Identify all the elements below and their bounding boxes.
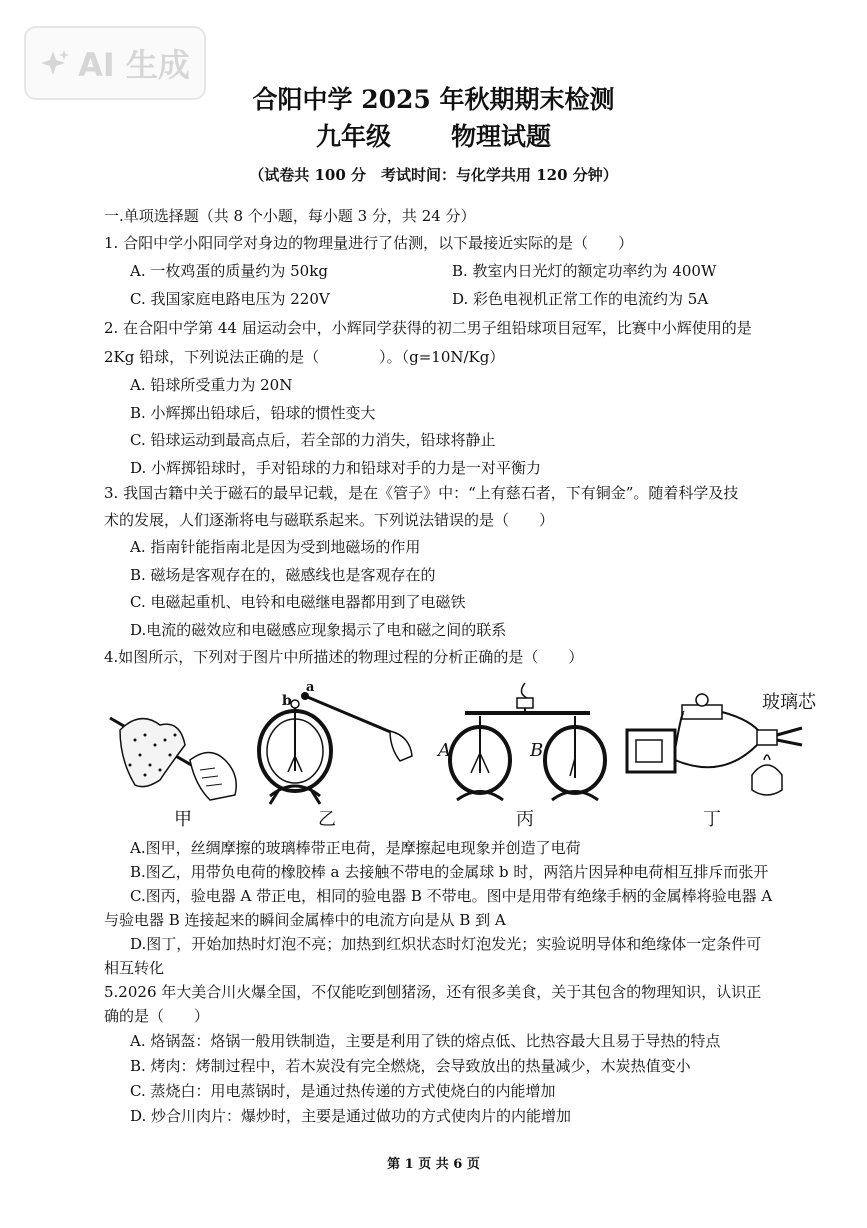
label-A: A <box>438 740 451 761</box>
q3-option-b: B. 磁场是客观存在的，磁感线也是客观存在的 <box>130 566 436 584</box>
figure-jia-label: 甲 <box>174 809 192 830</box>
q1-option-c: C. 我国家庭电路电压为 220V <box>130 290 330 308</box>
badge-text: AI 生成 <box>78 46 190 84</box>
q3-option-d: D.电流的磁效应和电磁感应现象揭示了电和磁之间的联系 <box>130 621 507 639</box>
page-footer: 第 1 页 共 6 页 <box>387 1157 480 1172</box>
subject-label: 物理试题 <box>451 122 552 151</box>
q5-stem-line1: 5.2026 年大美合川火爆全国，不仅能吃到刨猪汤，还有很多美食，关于其包含的物理知识，认识正 <box>104 983 762 1001</box>
q5-stem-line2: 确的是（ ） <box>104 1007 210 1025</box>
label-b: b <box>282 693 292 709</box>
q3-option-a: A. 指南针能指南北是因为受到地磁场的作用 <box>130 538 421 556</box>
q1-stem: 1. 合阳中学小阳同学对身边的物理量进行了估测，以下最接近实际的是（ ） <box>104 234 634 252</box>
q4-option-b: B.图乙，用带负电荷的橡胶棒 a 去接触不带电的金属球 b 时，两箔片因异种电荷相互排斥而张开 <box>130 863 769 881</box>
q5-option-d: D. 炒合川肉片：爆炒时，主要是通过做功的方式使肉片的内能增加 <box>130 1107 572 1125</box>
figure-bing-label: 丙 <box>516 809 534 830</box>
q5-option-a: A. 烙锅盔：烙锅一般用铁制造，主要是利用了铁的熔点低、比热容最大且易于导热的特点 <box>130 1032 721 1050</box>
q4-option-a: A.图甲，丝绸摩擦的玻璃棒带正电荷，是摩擦起电现象并创造了电荷 <box>130 839 581 857</box>
q1-option-b: B. 教室内日光灯的额定功率约为 400W <box>452 262 717 280</box>
q2-option-c: C. 铅球运动到最高点后，若全部的力消失，铅球将静止 <box>130 431 496 449</box>
figure-yi-label: 乙 <box>318 809 336 830</box>
glass-core-label: 玻璃芯 <box>762 692 816 713</box>
label-a: a <box>306 680 315 695</box>
label-B: B <box>530 740 544 761</box>
figure-bing <box>435 678 615 813</box>
q5-option-c: C. 蒸烧白：用电蒸锅时，是通过热传递的方式使烧白的内能增加 <box>130 1082 556 1100</box>
q4-option-c-line1: C.图丙，验电器 A 带正电，相同的验电器 B 不带电。图中是用带有绝缘手柄的金属棒将验电器 A <box>130 887 773 905</box>
q1-option-a: A. 一枚鸡蛋的质量约为 50kg <box>130 262 328 280</box>
q2-stem-line2: 2Kg 铅球，下列说法正确的是（ ）。（g=10N/Kg） <box>104 348 505 366</box>
figure-jia <box>100 690 250 810</box>
q3-option-c: C. 电磁起重机、电铃和电磁继电器都用到了电磁铁 <box>130 593 466 611</box>
figure-ding-label: 丁 <box>703 809 721 830</box>
exam-subtitle <box>0 117 867 153</box>
exam-title: 合阳中学 2025 年秋期期末检测 <box>252 85 615 114</box>
q4-option-d-line1: D.图丁，开始加热时灯泡不亮；加热到红炽状态时灯泡发光；实验说明导体和绝缘体一定条件可 <box>130 935 762 953</box>
exam-note: （试卷共 100 分 考试时间：与化学共用 120 分钟） <box>249 166 618 184</box>
q3-stem-line1: 3. 我国古籍中关于磁石的最早记载，是在《管子》中：“上有慈石者，下有铜金”。随着科学及技 <box>104 484 739 502</box>
q4-option-d-line2: 相互转化 <box>104 959 165 977</box>
q2-option-a: A. 铅球所受重力为 20N <box>130 376 293 394</box>
grade-label: 九年级 <box>315 122 391 151</box>
q3-stem-line2: 术的发展，人们逐渐将电与磁联系起来。下列说法错误的是（ ） <box>104 511 555 529</box>
q2-option-b: B. 小辉掷出铅球后，铅球的惯性变大 <box>130 404 376 422</box>
q4-stem: 4.如图所示，下列对于图片中所描述的物理过程的分析正确的是（ ） <box>104 648 584 666</box>
q1-option-d: D. 彩色电视机正常工作的电流约为 5A <box>452 290 709 308</box>
section-heading: 一.单项选择题（共 8 个小题，每小题 3 分，共 24 分） <box>104 207 476 225</box>
q5-option-b: B. 烤肉：烤制过程中，若木炭没有完全燃烧，会导致放出的热量减少，木炭热值变小 <box>130 1057 691 1075</box>
q2-stem-line1: 2. 在合阳中学第 44 届运动会中，小辉同学获得的初二男子组铅球项目冠军，比赛中小辉使用的是 <box>104 319 752 337</box>
sparkle-icon <box>40 48 70 78</box>
figure-yi <box>250 676 420 816</box>
q2-option-d: D. 小辉掷铅球时，手对铅球的力和铅球对手的力是一对平衡力 <box>130 459 542 477</box>
q4-option-c-line2: 与验电器 B 连接起来的瞬间金属棒中的电流方向是从 B 到 A <box>104 911 506 929</box>
